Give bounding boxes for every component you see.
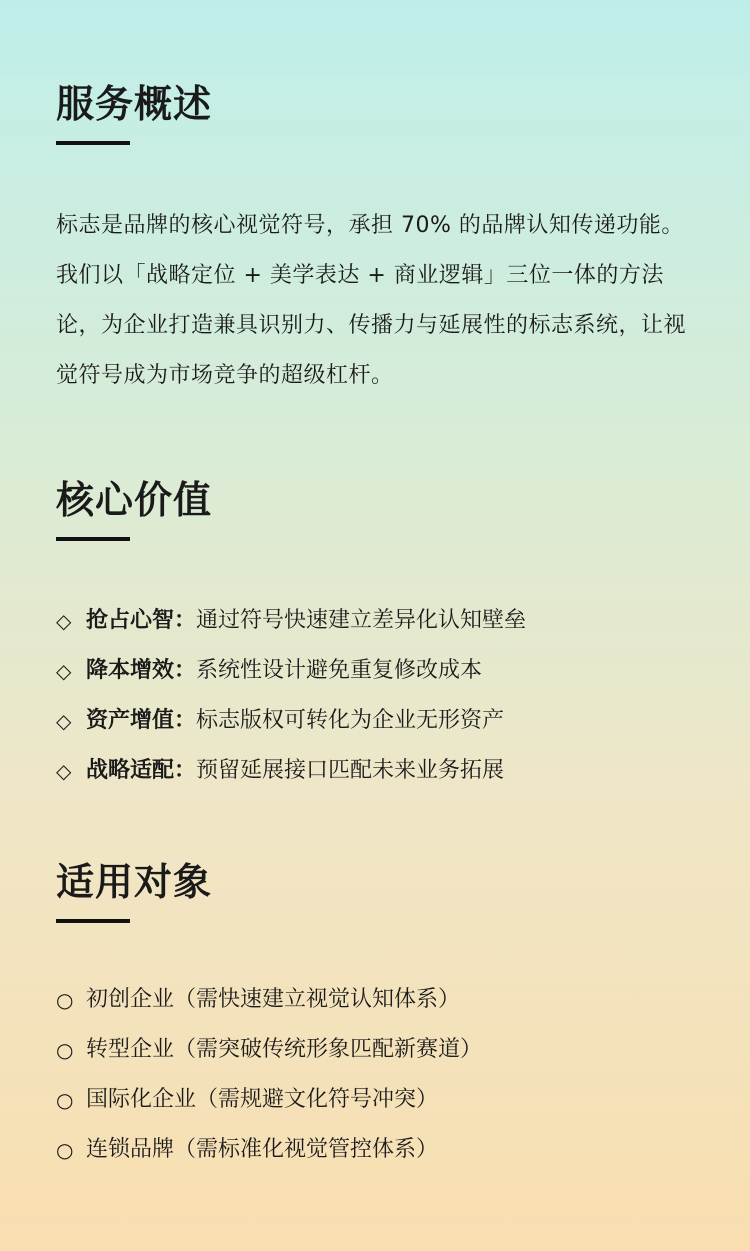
value-desc: 通过符号快速建立差异化认知壁垒 <box>196 608 527 633</box>
value-term: 资产增值： <box>86 708 197 733</box>
values-heading: 核心价值 <box>56 478 213 522</box>
values-list <box>56 596 706 796</box>
audience-item <box>56 1025 706 1075</box>
values-item <box>56 596 706 646</box>
diamond-bullet-icon: ◇ <box>56 659 72 683</box>
diamond-bullet-icon: ◇ <box>56 759 72 783</box>
audience-text: 连锁品牌（需标准化视觉管控体系） <box>86 1137 439 1162</box>
audience-item <box>56 1075 706 1125</box>
overview-heading: 服务概述 <box>56 82 213 126</box>
values-underline <box>56 537 130 541</box>
values-header <box>56 477 706 541</box>
values-item <box>56 696 706 746</box>
diamond-bullet-icon: ◇ <box>56 609 72 633</box>
values-item <box>56 746 706 796</box>
overview-underline <box>56 141 130 145</box>
value-term: 抢占心智： <box>86 608 197 633</box>
value-desc: 系统性设计避免重复修改成本 <box>196 658 483 683</box>
audience-text: 初创企业（需快速建立视觉认知体系） <box>86 987 461 1012</box>
audience-item <box>56 975 706 1025</box>
circle-bullet-icon: ○ <box>56 1038 74 1062</box>
circle-bullet-icon: ○ <box>56 1138 74 1162</box>
value-desc: 标志版权可转化为企业无形资产 <box>196 708 505 733</box>
value-term: 降本增效： <box>86 658 197 683</box>
circle-bullet-icon: ○ <box>56 1088 74 1112</box>
overview-paragraph: 标志是品牌的核心视觉符号，承担 70% 的品牌认知传递功能。我们以「战略定位 + 美学表达 + 商业逻辑」三位一体的方法论，为企业打造兼具识别力、传播力与延展性的标志系统，让视觉符号成为市场竞争的超级杠杆。 <box>56 213 687 388</box>
audience-header <box>56 859 706 923</box>
audience-heading: 适用对象 <box>56 860 213 904</box>
values-item <box>56 646 706 696</box>
audience-item <box>56 1125 706 1175</box>
audience-text: 国际化企业（需规避文化符号冲突） <box>86 1087 439 1112</box>
value-desc: 预留延展接口匹配未来业务拓展 <box>196 758 505 783</box>
value-term: 战略适配： <box>86 758 197 783</box>
audience-list <box>56 975 706 1175</box>
diamond-bullet-icon: ◇ <box>56 709 72 733</box>
overview-header <box>56 81 706 145</box>
circle-bullet-icon: ○ <box>56 988 74 1012</box>
audience-text: 转型企业（需突破传统形象匹配新赛道） <box>86 1037 483 1062</box>
audience-underline <box>56 919 130 923</box>
